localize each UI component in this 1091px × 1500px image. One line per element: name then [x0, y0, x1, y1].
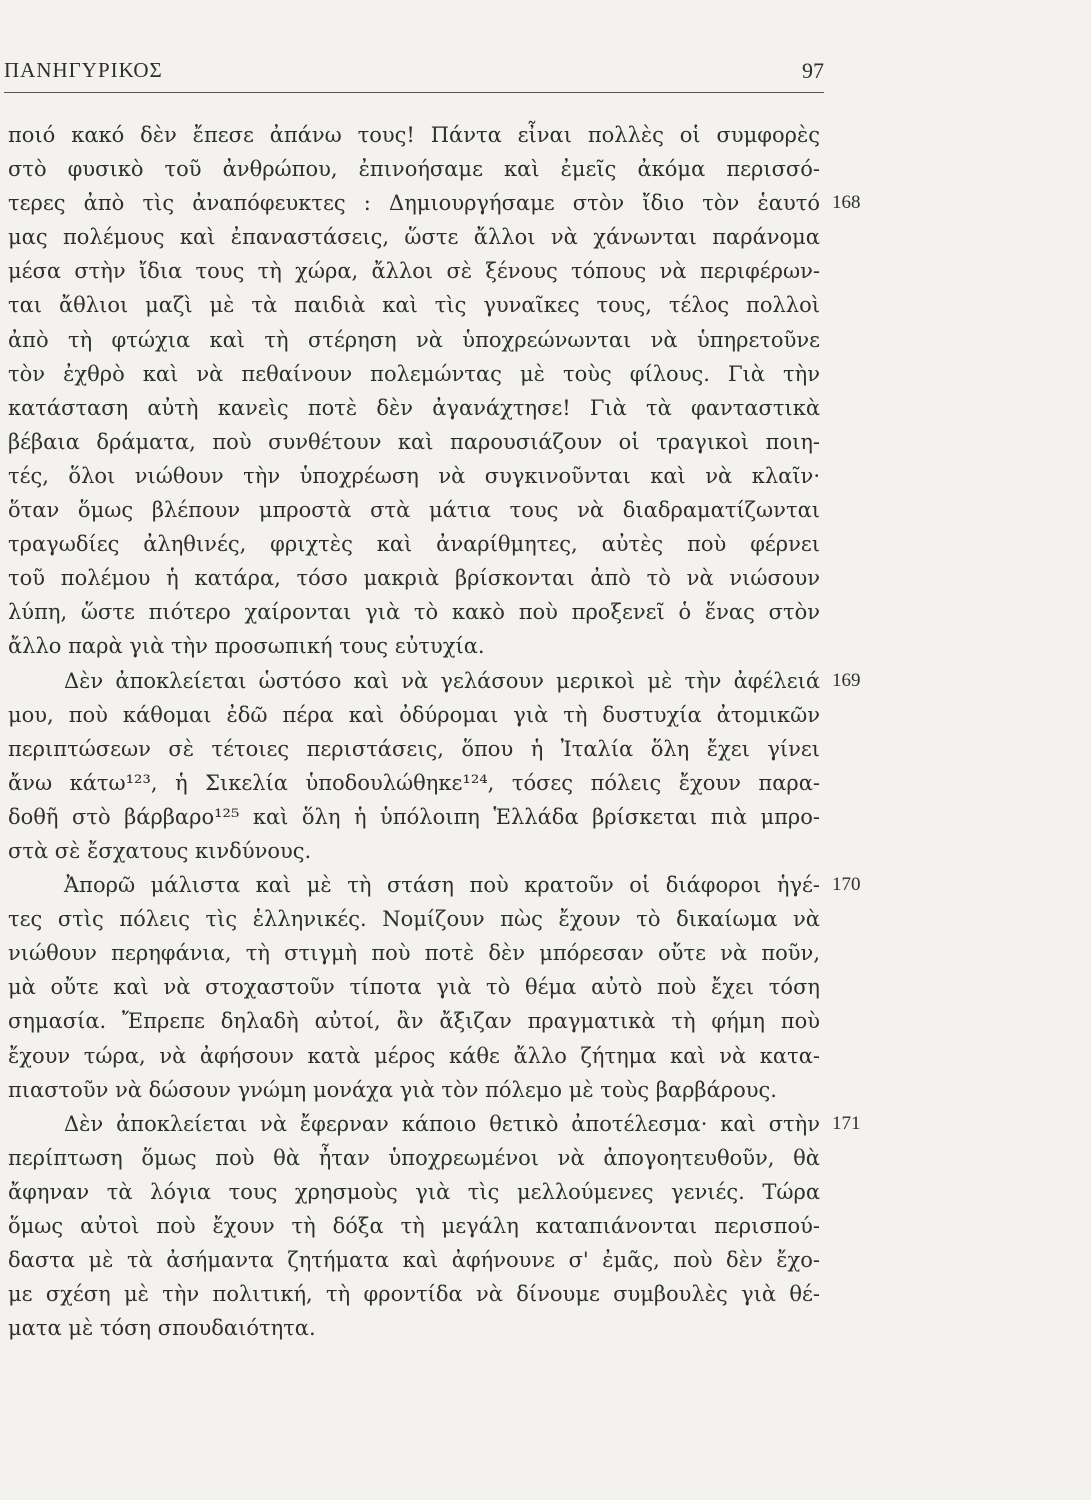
- line-text: σημασία. Ἔπρεπε δηλαδὴ αὐτοί, ἂν ἄξιζαν πραγματικὰ τὴ φήμη ποὺ: [8, 1009, 820, 1034]
- section-number: 168: [832, 192, 861, 214]
- line-text: κατάσταση αὐτὴ κανεὶς ποτὲ δὲν ἀγανάχτησε! Γιὰ τὰ φανταστικὰ: [8, 395, 820, 420]
- text-line: [8, 664, 908, 698]
- line-text: ἄφηναν τὰ λόγια τους χρησμοὺς γιὰ τὶς μελλούμενες γενιές. Τώρα: [8, 1179, 820, 1204]
- text-line: [8, 1277, 908, 1311]
- text-line: [8, 1175, 908, 1209]
- line-text: δοθῆ στὸ βάρβαρο¹²⁵ καὶ ὅλη ἡ ὑπόλοιπη Ἑλλάδα βρίσκεται πιὰ μπρο-: [8, 804, 820, 829]
- text-line: [8, 629, 908, 663]
- line-text: τραγωδίες ἀληθινές, φριχτὲς καὶ ἀναρίθμητες, αὐτὲς ποὺ φέρνει: [8, 532, 820, 557]
- running-title: ΠΑΝΗΓΥΡΙΚΟΣ: [4, 58, 163, 82]
- header-rule: [4, 92, 824, 93]
- text-line: [8, 1141, 908, 1175]
- line-text: ἄλλο παρὰ γιὰ τὴν προσωπική τους εὐτυχία.: [8, 634, 485, 659]
- paragraph: [8, 1107, 908, 1346]
- text-line: [8, 732, 908, 766]
- text-line: [8, 357, 908, 391]
- line-text: ποιό κακό δὲν ἔπεσε ἀπάνω τους! Πάντα εἶναι πολλὲς οἱ συμφορὲς: [8, 123, 820, 147]
- text-line: [8, 493, 908, 527]
- text-line: [8, 902, 908, 936]
- section-number: 170: [832, 874, 861, 896]
- text-line: [8, 970, 908, 1004]
- line-text: περίπτωση ὅμως ποὺ θὰ ἦταν ὑποχρεωμένοι νὰ ἀπογοητευθοῦν, θὰ: [8, 1145, 820, 1170]
- line-text: τοῦ πολέμου ἡ κατάρα, τόσο μακριὰ βρίσκονται ἀπὸ τὸ νὰ νιώσουν: [8, 566, 820, 591]
- text-line: [8, 936, 908, 970]
- text-line: [8, 561, 908, 595]
- line-text: μὰ οὔτε καὶ νὰ στοχαστοῦν τίποτα γιὰ τὸ θέμα αὐτὸ ποὺ ἔχει τόση: [8, 975, 820, 1000]
- text-line: [8, 766, 908, 800]
- line-text: πιαστοῦν νὰ δώσουν γνώμη μονάχα γιὰ τὸν πόλεμο μὲ τοὺς βαρβάρους.: [8, 1077, 777, 1102]
- text-line: [8, 323, 908, 357]
- line-text: δαστα μὲ τὰ ἀσήμαντα ζητήματα καὶ ἀφήνουνε σ' ἐμᾶς, ποὺ δὲν ἔχο-: [8, 1248, 820, 1273]
- running-header: [4, 58, 824, 94]
- line-text: Δὲν ἀποκλείεται ὡστόσο καὶ νὰ γελάσουν μερικοὶ μὲ τὴν ἀφέλειά: [64, 668, 820, 693]
- line-text: τὸν ἐχθρὸ καὶ νὰ πεθαίνουν πολεμώντας μὲ τοὺς φίλους. Γιὰ τὴν: [8, 361, 820, 386]
- line-text: νιώθουν περηφάνια, τὴ στιγμὴ ποὺ ποτὲ δὲν μπόρεσαν οὔτε νὰ ποῦν,: [8, 941, 820, 966]
- line-text: Δὲν ἀποκλείεται νὰ ἔφερναν κάποιο θετικὸ ἀποτέλεσμα· καὶ στὴν: [64, 1111, 820, 1136]
- text-line: [8, 800, 908, 834]
- text-line: [8, 288, 908, 322]
- line-text: τές, ὅλοι νιώθουν τὴν ὑποχρέωση νὰ συγκινοῦνται καὶ νὰ κλαῖν·: [8, 463, 820, 488]
- line-text: στὰ σὲ ἔσχατους κινδύνους.: [8, 838, 312, 863]
- text-line: [8, 220, 908, 254]
- text-line: [8, 118, 908, 152]
- line-text: ται ἄθλιοι μαζὶ μὲ τὰ παιδιὰ καὶ τὶς γυναῖκες τους, τέλος πολλοὶ: [8, 293, 820, 318]
- text-line: [8, 834, 908, 868]
- text-line: [8, 186, 908, 220]
- section-number: 171: [832, 1112, 861, 1134]
- text-line: [8, 425, 908, 459]
- text-line: [8, 391, 908, 425]
- text-line: [8, 1209, 908, 1243]
- text-line: [8, 459, 908, 493]
- text-line: [8, 152, 908, 186]
- line-text: μου, ποὺ κάθομαι ἐδῶ πέρα καὶ ὀδύρομαι γιὰ τὴ δυστυχία ἀτομικῶν: [8, 702, 820, 727]
- page-number: 97: [802, 58, 824, 83]
- text-line: [8, 1243, 908, 1277]
- line-text: τες στὶς πόλεις τὶς ἑλληνικές. Νομίζουν πὼς ἔχουν τὸ δικαίωμα νὰ: [8, 907, 820, 932]
- line-text: μέσα στὴν ἴδια τους τὴ χώρα, ἄλλοι σὲ ξένους τόπους νὰ περιφέρων-: [8, 259, 820, 284]
- line-text: ἄνω κάτω¹²³, ἡ Σικελία ὑποδουλώθηκε¹²⁴, τόσες πόλεις ἔχουν παρα-: [8, 770, 820, 795]
- line-text: τερες ἀπὸ τὶς ἀναπόφευκτες : Δημιουργήσαμε στὸν ἴδιο τὸν ἑαυτό: [8, 191, 820, 216]
- text-line: [8, 254, 908, 288]
- paragraph: [8, 118, 908, 664]
- text-line: [8, 1107, 908, 1141]
- section-number: 169: [832, 669, 861, 691]
- text-line: [8, 1311, 908, 1345]
- line-text: βέβαια δράματα, ποὺ συνθέτουν καὶ παρουσιάζουν οἱ τραγικοὶ ποιη-: [8, 429, 820, 454]
- line-text: μας πολέμους καὶ ἐπαναστάσεις, ὥστε ἄλλοι νὰ χάνωνται παράνομα: [8, 225, 820, 250]
- line-text: με σχέση μὲ τὴν πολιτική, τὴ φροντίδα νὰ δίνουμε συμβουλὲς γιὰ θέ-: [8, 1282, 820, 1307]
- paragraph: [8, 868, 908, 1107]
- line-text: ὅμως αὐτοὶ ποὺ ἔχουν τὴ δόξα τὴ μεγάλη καταπιάνονται περισπού-: [8, 1214, 820, 1238]
- body-text: [8, 118, 908, 1345]
- line-text: ὅταν ὅμως βλέπουν μπροστὰ στὰ μάτια τους νὰ διαδραματίζωνται: [8, 498, 820, 523]
- line-text: στὸ φυσικὸ τοῦ ἀνθρώπου, ἐπινοήσαμε καὶ ἐμεῖς ἀκόμα περισσό-: [8, 157, 820, 182]
- line-text: λύπη, ὥστε πιότερο χαίρονται γιὰ τὸ κακὸ ποὺ προξενεῖ ὁ ἕνας στὸν: [8, 600, 820, 625]
- paragraph: [8, 664, 908, 869]
- line-text: ματα μὲ τόση σπουδαιότητα.: [8, 1316, 316, 1341]
- text-line: [8, 698, 908, 732]
- line-text: Ἀπορῶ μάλιστα καὶ μὲ τὴ στάση ποὺ κρατοῦν οἱ διάφοροι ἡγέ-: [64, 873, 820, 898]
- text-line: [8, 595, 908, 629]
- text-line: [8, 1073, 908, 1107]
- text-line: [8, 868, 908, 902]
- text-line: [8, 1004, 908, 1038]
- line-text: ἔχουν τώρα, νὰ ἀφήσουν κατὰ μέρος κάθε ἄλλο ζήτημα καὶ νὰ κατα-: [8, 1043, 820, 1068]
- line-text: ἀπὸ τὴ φτώχια καὶ τὴ στέρηση νὰ ὑποχρεώνωνται νὰ ὑπηρετοῦνε: [8, 327, 820, 352]
- text-line: [8, 1039, 908, 1073]
- line-text: περιπτώσεων σὲ τέτοιες περιστάσεις, ὅπου ἡ Ἰταλία ὅλη ἔχει γίνει: [8, 736, 820, 761]
- text-line: [8, 527, 908, 561]
